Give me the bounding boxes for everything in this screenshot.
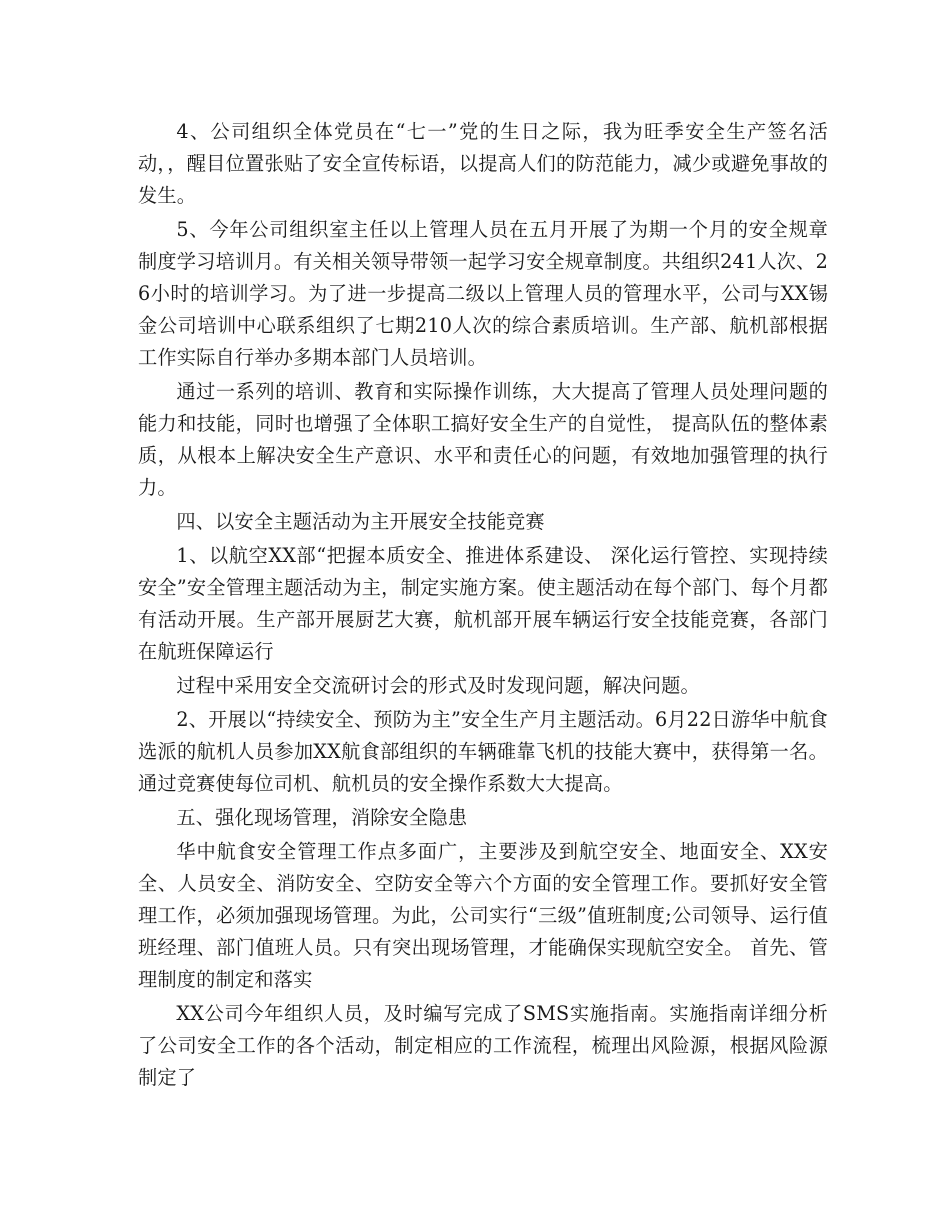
paragraph-section4-item-1-cont: 过程中采用安全交流研讨会的形式及时发现问题，解决问题。: [176, 674, 700, 697]
paragraph-item-4: 4、公司组织全体党员在“七一”党的生日之际，我为旺季安全生产签名活动，，醒目位置张贴了安全宣传标语，以提高人们的防范能力，减少或避免事故的发生。: [138, 120, 828, 207]
paragraph-section5-body: 华中航食安全管理工作点多面广，主要涉及到航空安全、地面安全、XX安全、人员安全、消防安全、空防安全等六个方面的安全管理工作。要抓好安全管理工作，必须加强现场管理。为此，公司实行“三级”值班制度;公司领导、运行值班经理、部门值班人员。只有突出现场管理，才能确保实现航空安全。 首先、管理制度的制定和落实: [138, 840, 828, 991]
paragraph-item-5: 5、今年公司组织室主任以上管理人员在五月开展了为期一个月的安全规章制度学习培训月。有关相关领导带领一起学习安全规章制度。共组织241人次、26小时的培训学习。为了进一步提高二级以上管理人员的管理水平，公司与XX锡金公司培训中心联系组织了七期210人次的综合素质培训。生产部、航机部根据工作实际自行举办多期本部门人员培训。: [138, 218, 828, 369]
paragraph-training-summary: 通过一系列的培训、教育和实际操作训练，大大提高了管理人员处理问题的能力和技能，同时也增强了全体职工搞好安全生产的自觉性， 提高队伍的整体素质，从根本上解决安全生产意识、水平和责任心的问题，有效地加强管理的执行力。: [138, 380, 828, 499]
section-heading-5: 五、强化现场管理，消除安全隐患: [176, 806, 468, 829]
paragraph-sms-guide: XX公司今年组织人员，及时编写完成了SMS实施指南。实施指南详细分析了公司安全工作的各个活动，制定相应的工作流程，梳理出风险源，根据风险源制定了: [138, 1002, 828, 1089]
paragraph-section4-item-1: 1、以航空XX部“把握本质安全、推进体系建设、 深化运行管控、实现持续安全”安全管理主题活动为主，制定实施方案。使主题活动在每个部门、每个月都有活动开展。生产部开展厨艺大赛，航机部开展车辆运行安全技能竞赛，各部门在航班保障运行: [138, 544, 828, 663]
document-body: [138, 116, 828, 1096]
paragraph-section4-item-2: 2、开展以“持续安全、预防为主”安全生产月主题活动。6月22日游华中航食选派的航机人员参加XX航食部组织的车辆碓靠飞机的技能大赛中，获得第一名。通过竞赛使每位司机、航机员的安全操作系数大大提高。: [138, 708, 828, 795]
section-heading-4: 四、以安全主题活动为主开展安全技能竞赛: [176, 510, 545, 533]
